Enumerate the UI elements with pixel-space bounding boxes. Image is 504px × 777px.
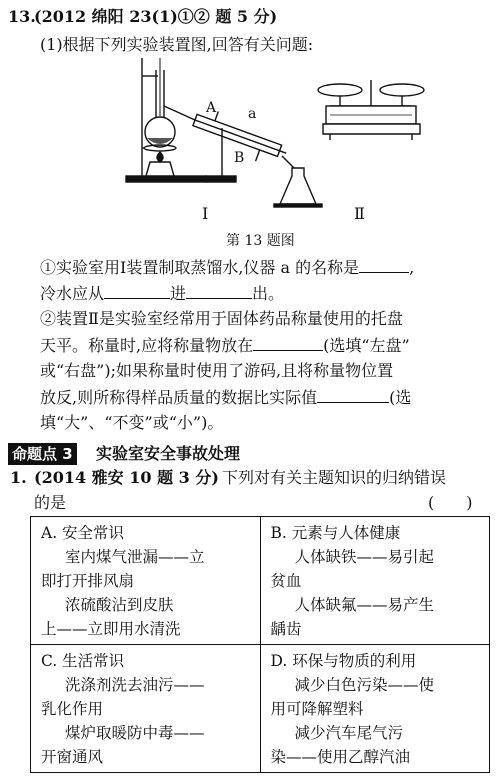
option-A[interactable]: [31, 517, 261, 645]
section-badge: 命题点 3: [8, 443, 77, 465]
q1-source: (2014 雅安 10 题 3 分): [34, 468, 219, 487]
option-D[interactable]: [260, 645, 490, 773]
option-A-title: A. 安全常识: [41, 524, 125, 542]
figure-caption: 第 13 题图: [226, 233, 295, 249]
q13-part2-line4: [40, 386, 411, 409]
option-A-line: 室内煤气泄漏——立: [65, 548, 205, 566]
q13-part2-line2: [40, 334, 410, 357]
apparatus-figure: [120, 58, 430, 233]
option-D-line: 染——使用乙醇汽油: [270, 748, 411, 766]
q13-part2-text2: 放反,则所称得样品质量的数据比实际值: [40, 388, 318, 407]
option-D-line: 减少汽车尾气污: [294, 724, 404, 742]
option-B-line: 贫血: [270, 572, 302, 590]
option-D-line: 减少白色污染——使: [294, 676, 435, 694]
answer-blank-instrument[interactable]: [359, 256, 409, 273]
label-B: B: [234, 150, 245, 166]
q13-part2-line3: 或“右盘”);如果称量时使用了游码,且将称量物位置: [40, 361, 394, 380]
option-D-title: D. 环保与物质的利用: [270, 652, 417, 670]
q13-water-mid-text: 进: [170, 284, 187, 303]
option-B-line: 龋齿: [270, 620, 302, 638]
q13-part2-hint2: (选: [389, 388, 412, 407]
option-C[interactable]: [31, 645, 261, 773]
option-B-title: B. 元素与人体健康: [270, 524, 401, 542]
answer-blank-compare[interactable]: [317, 386, 389, 403]
option-C-line: 开窗通风: [41, 748, 104, 766]
q13-part1-text: ①实验室用Ⅰ装置制取蒸馏水,仪器 a 的名称是: [40, 258, 360, 277]
option-C-line: 乳化作用: [41, 700, 104, 718]
option-B-line: 人体缺铁——易引起: [294, 548, 435, 566]
option-A-line: 即打开排风扇: [41, 572, 135, 590]
option-A-line: 浓硫酸沾到皮肤: [65, 596, 174, 614]
q13-part2-line5: 填“大”、“不变”或“小”)。: [40, 413, 224, 432]
answer-blank-pan[interactable]: [253, 334, 323, 351]
q13-source: (2012 绵阳 23(1)①② 题 5 分): [34, 7, 278, 26]
label-A: A: [206, 100, 217, 116]
option-C-line: 煤炉取暖防中毒——: [65, 724, 205, 742]
q13-number: 13.: [8, 7, 36, 26]
q13-part2-hint: (选填“左盘”: [323, 336, 410, 355]
option-B[interactable]: [260, 517, 490, 645]
q13-part2-line1: ②装置Ⅱ是实验室经常用于固体药品称量使用的托盘: [40, 309, 403, 328]
section-title: 实验室安全事故处理: [96, 444, 241, 463]
q13-intro: (1)根据下列实验装置图,回答有关问题:: [40, 35, 314, 54]
options-table: [30, 516, 490, 773]
option-C-title: C. 生活常识: [41, 652, 125, 670]
q13-part1-line2: [40, 282, 284, 305]
q13-water-in-text: 冷水应从: [40, 284, 105, 303]
option-C-line: 洗涤剂洗去油污——: [65, 676, 205, 694]
option-D-line: 用可降解塑料: [270, 700, 364, 718]
option-A-line: 上——立即用水清洗: [41, 620, 181, 638]
q1-stem-line1: 下列对有关主题知识的归纳错误: [222, 468, 447, 487]
balance-apparatus: [318, 80, 424, 140]
q1-number: 1.: [10, 468, 27, 487]
q13-part1-comma: ,: [409, 258, 415, 277]
label-I: Ⅰ: [202, 204, 209, 223]
q13-part1-line1: [40, 256, 414, 279]
label-a: a: [248, 106, 257, 122]
q13-part2-text: 天平。称量时,应将称量物放在: [40, 336, 254, 355]
option-B-line: 人体缺氟——易产生: [294, 596, 435, 614]
q1-stem-line2: 的是: [34, 493, 67, 512]
answer-blank-water-out[interactable]: [186, 282, 252, 299]
q1-answer-paren[interactable]: ( ): [428, 493, 473, 512]
distillation-apparatus: [126, 58, 322, 207]
answer-blank-water-in[interactable]: [104, 282, 170, 299]
label-II: Ⅱ: [354, 204, 365, 223]
q13-water-out-text: 出。: [252, 284, 285, 303]
